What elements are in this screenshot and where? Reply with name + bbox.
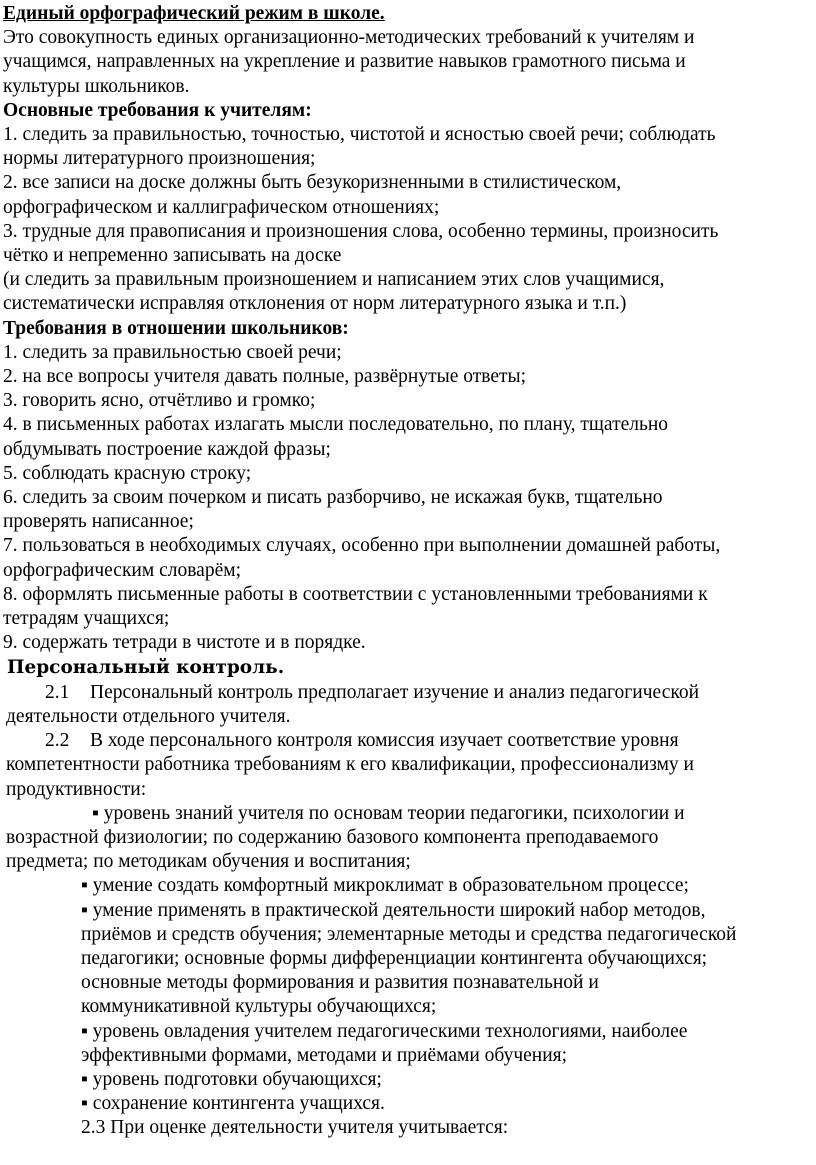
intro-paragraph (3, 26, 810, 99)
list-line: (и следить за правильным произношением и написанием этих слов учащимися, (3, 269, 665, 291)
list-line: 2. на все вопросы учителя давать полные, развёрнутые ответы; (3, 366, 527, 388)
list-line: обдумывать построение каждой фразы; (3, 438, 331, 460)
bullet-list (3, 874, 810, 1116)
section-text-cont: деятельности отдельного учителя. (6, 705, 291, 727)
section-number: 2.3 (81, 1117, 106, 1139)
intro-line: учащимся, направленных на укрепление и развитие навыков грамотного письма и (3, 51, 686, 73)
section-number: 2.1 (45, 681, 70, 703)
bullet-knowledge (3, 802, 810, 875)
document-title: Единый орфографический режим в школе. (3, 3, 385, 24)
list-line: 3. говорить ясно, отчётливо и громко; (3, 390, 316, 412)
list-line: проверять написанное; (3, 511, 194, 533)
list-line: 7. пользоваться в необходимых случаях, особенно при выполнении домашней работы, (3, 535, 721, 557)
bullet-item: ▪ уровень знаний учителя по основам теории педагогики, психологии и (92, 802, 685, 824)
bullet-item: ▪ уровень овладения учителем педагогическими технологиями, наиболее (81, 1020, 688, 1042)
list-line: тетрадям учащихся; (3, 608, 170, 630)
bullet-item-cont: эффективными формами, методами и приёмами обучения; (81, 1044, 568, 1066)
section-text-cont: компетентности работника требованиям к его квалификации, профессионализму и (6, 754, 694, 776)
students-heading: Требования в отношении школьников: (3, 317, 349, 339)
section-2-1 (3, 681, 810, 729)
list-line: 1. следить за правильностью своей речи; (3, 341, 342, 363)
section-number: 2.2 (45, 730, 70, 752)
bullet-item-cont: основные методы формирования и развития познавательной и (81, 972, 599, 994)
list-line: орфографическим словарём; (3, 559, 241, 581)
bullet-item: ▪ уровень подготовки обучающихся; (81, 1068, 382, 1090)
list-line: систематически исправляя отклонения от норм литературного языка и т.п.) (3, 293, 627, 315)
intro-line: Это совокупность единых организационно-методических требований к учителям и (3, 27, 695, 49)
section-2-3 (3, 1116, 810, 1140)
bullet-item-cont: предмета; по методикам обучения и воспитания; (6, 851, 411, 873)
teachers-requirements-list (3, 123, 810, 317)
personal-control-heading: Персональный контроль. (7, 657, 285, 679)
section-text-cont: продуктивности: (6, 778, 147, 800)
section-text: В ходе персонального контроля комиссия изучает соответствие уровня (90, 730, 679, 752)
bullet-item-cont: педагогики; основные формы дифференциации контингента обучающихся; (81, 947, 708, 969)
list-line: 2. все записи на доске должны быть безукоризненными в стилистическом, (3, 172, 622, 194)
section-text: При оценке деятельности учителя учитывается: (110, 1117, 509, 1139)
section-2-2 (3, 729, 810, 802)
list-line: нормы литературного произношения; (3, 148, 316, 170)
bullet-item: ▪ умение применять в практической деятельности широкий набор методов, (81, 899, 706, 921)
bullet-item-cont: приёмов и средств обучения; элементарные методы и средства педагогической (81, 923, 737, 945)
list-line: 3. трудные для правописания и произношения слова, особенно термины, произносить (3, 220, 719, 242)
intro-line: культуры школьников. (3, 75, 190, 97)
list-line: 5. соблюдать красную строку; (3, 462, 252, 484)
list-line: 6. следить за своим почерком и писать разборчиво, не искажая букв, тщательно (3, 487, 663, 509)
list-line: 1. следить за правильностью, точностью, чистотой и ясностью своей речи; соблюдать (3, 124, 716, 146)
bullet-item: ▪ сохранение контингента учащихся. (81, 1093, 385, 1115)
list-line: орфографическом и каллиграфическом отношениях; (3, 196, 440, 218)
students-requirements-list (3, 341, 810, 656)
list-line: 4. в письменных работах излагать мысли последовательно, по плану, тщательно (3, 414, 669, 436)
bullet-item-cont: возрастной физиологии; по содержанию базового компонента преподаваемого (6, 826, 659, 848)
bullet-item-cont: коммуникативной культуры обучающихся; (81, 996, 437, 1018)
list-line: 8. оформлять письменные работы в соответствии с установленными требованиями к (3, 583, 708, 605)
bullet-item: ▪ умение создать комфортный микроклимат в образовательном процессе; (81, 875, 689, 897)
section-text: Персональный контроль предполагает изучение и анализ педагогической (90, 681, 700, 703)
list-line: чётко и непременно записывать на доске (3, 245, 342, 267)
teachers-heading: Основные требования к учителям: (3, 99, 312, 121)
list-line: 9. содержать тетради в чистоте и в порядке. (3, 632, 366, 654)
